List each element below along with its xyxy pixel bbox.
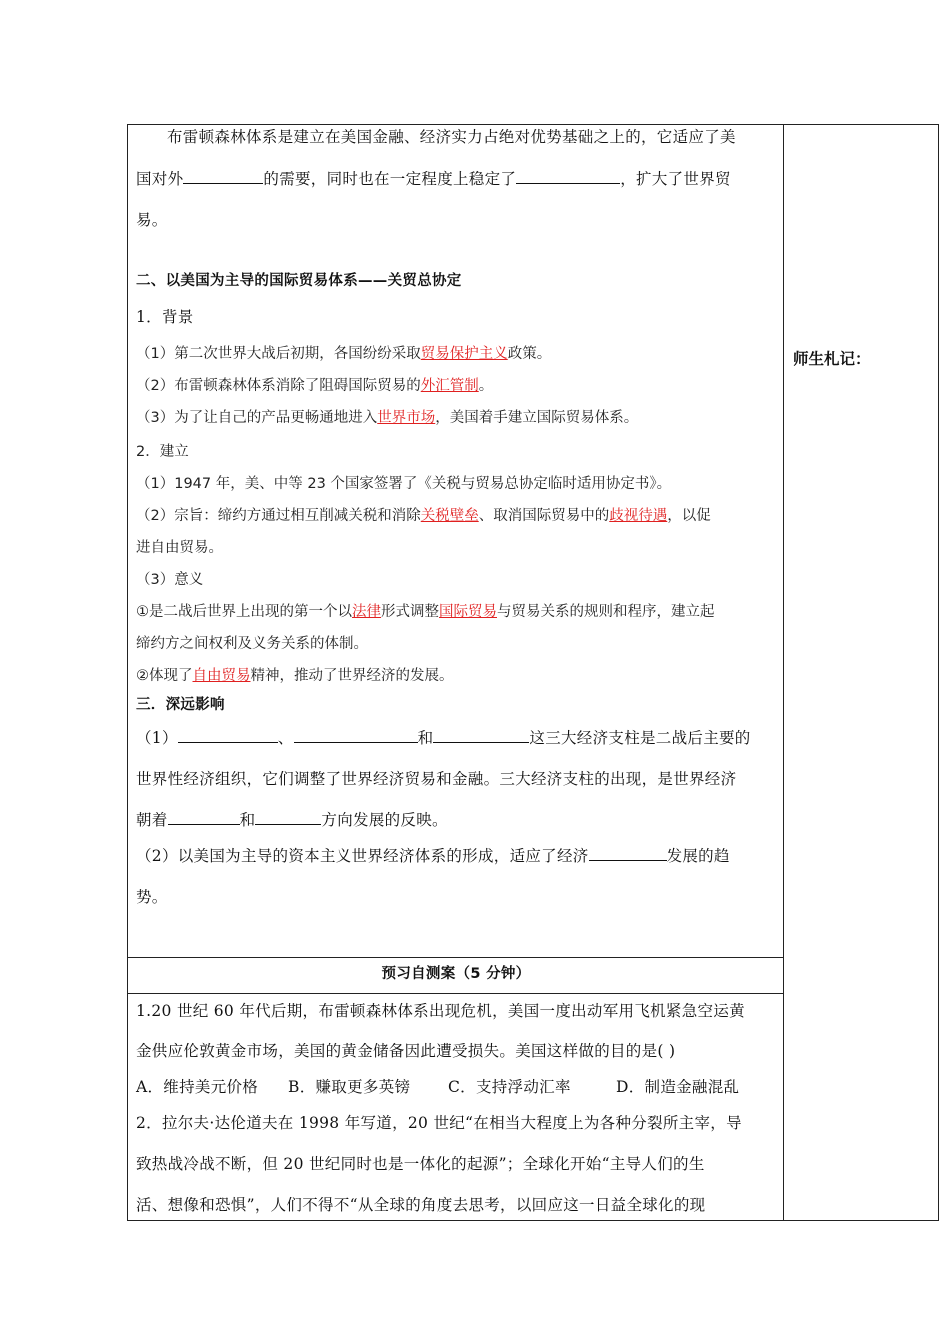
fill-blank[interactable]: [183, 168, 263, 185]
significance-item: ①是二战后世界上出现的第一个以法律形式调整国际贸易与贸易关系的规则和程序，建立起: [136, 604, 715, 620]
option-d[interactable]: D．制造金融混乱: [616, 1078, 740, 1096]
answer-highlight: 世界市场: [377, 410, 436, 426]
section-heading: 二、以美国为主导的国际贸易体系——关贸总协定: [136, 273, 462, 289]
subheading: （3）意义: [136, 572, 204, 588]
question-line: 活、想像和恐惧”，人们不得不“从全球的角度去思考，以回应这一日益全球化的现: [136, 1196, 706, 1214]
background-item: （2）布雷顿森林体系消除了阻碍国际贸易的外汇管制。: [136, 378, 494, 394]
establishment-item: 进自由贸易。: [136, 540, 223, 556]
question-line: 致热战冷战不断，但 20 世纪同时也是一体化的起源”；全球化开始“主导人们的生: [136, 1155, 705, 1173]
subheading: 1．背景: [136, 308, 194, 326]
establishment-item: （1）1947 年，美、中等 23 个国家签署了《关税与贸易总协定临时适用协定书》。: [136, 476, 672, 492]
answer-highlight: 法律: [352, 604, 381, 620]
fill-blank[interactable]: [433, 727, 529, 744]
para-line: 布雷顿森林体系是建立在美国金融、经济实力占绝对优势基础之上的，它适应了美: [167, 128, 736, 146]
question-line: 金供应伦敦黄金市场，美国的黄金储备因此遭受损失。美国这样做的目的是( ): [136, 1042, 676, 1060]
answer-highlight: 歧视待遇: [609, 508, 668, 524]
background-item: （3）为了让自己的产品更畅通地进入世界市场，美国着手建立国际贸易体系。: [136, 410, 639, 426]
answer-highlight: 国际贸易: [439, 604, 497, 620]
answer-highlight: 自由贸易: [192, 668, 251, 684]
question-line: 1.20 世纪 60 年代后期，布雷顿森林体系出现危机，美国一度出动军用飞机紧急空运黄: [136, 1002, 745, 1020]
fill-blank[interactable]: [589, 845, 667, 862]
answer-highlight: 外汇管制: [420, 378, 479, 394]
subheading: 2．建立: [136, 444, 189, 460]
para-line: 势。: [136, 888, 168, 906]
self-test-heading: 预习自测案（5 分钟）: [381, 966, 531, 982]
answer-highlight: 关税壁垒: [420, 508, 479, 524]
option-a[interactable]: A．维持美元价格: [136, 1078, 259, 1096]
column-divider: [783, 125, 784, 1220]
para-line: 世界性经济组织，它们调整了世界经济贸易和金融。三大经济支柱的出现，是世界经济: [136, 770, 737, 788]
option-c[interactable]: C．支持浮动汇率: [448, 1078, 571, 1096]
significance-item: ②体现了自由贸易精神，推动了世界经济的发展。: [136, 668, 454, 684]
fill-blank[interactable]: [294, 727, 418, 744]
para-line: （2）以美国为主导的资本主义世界经济体系的形成，适应了经济 发展的趋: [136, 836, 776, 877]
establishment-item: （2）宗旨：缔约方通过相互削减关税和消除关税壁垒、取消国际贸易中的歧视待遇，以促: [136, 508, 711, 524]
para-line: 国对外 的需要，同时也在一定程度上稳定了 ，扩大了世界贸: [136, 159, 776, 200]
significance-item: 缔约方之间权利及义务关系的体制。: [136, 636, 368, 652]
fill-blank[interactable]: [168, 809, 240, 826]
section-heading: 三．深远影响: [136, 697, 225, 713]
fill-blank[interactable]: [255, 809, 321, 826]
fill-blank[interactable]: [178, 727, 278, 744]
option-b[interactable]: B．赚取更多英镑: [288, 1078, 411, 1096]
background-item: （1）第二次世界大战后初期，各国纷纷采取贸易保护主义政策。: [136, 346, 552, 362]
answer-highlight: 贸易保护主义: [420, 346, 508, 362]
worksheet-table: [127, 124, 939, 1221]
notes-label: 师生札记：: [793, 350, 871, 368]
para-line: 朝着 和 方向发展的反映。: [136, 800, 776, 841]
question-line: 2．拉尔夫·达伦道夫在 1998 年写道，20 世纪“在相当大程度上为各种分裂所主宰，导: [136, 1114, 742, 1132]
para-line: 易。: [136, 211, 168, 229]
para-line: （1） 、 和 这三大经济支柱是二战后主要的: [136, 718, 776, 759]
fill-blank[interactable]: [516, 168, 620, 185]
answer-options: [136, 1067, 776, 1108]
